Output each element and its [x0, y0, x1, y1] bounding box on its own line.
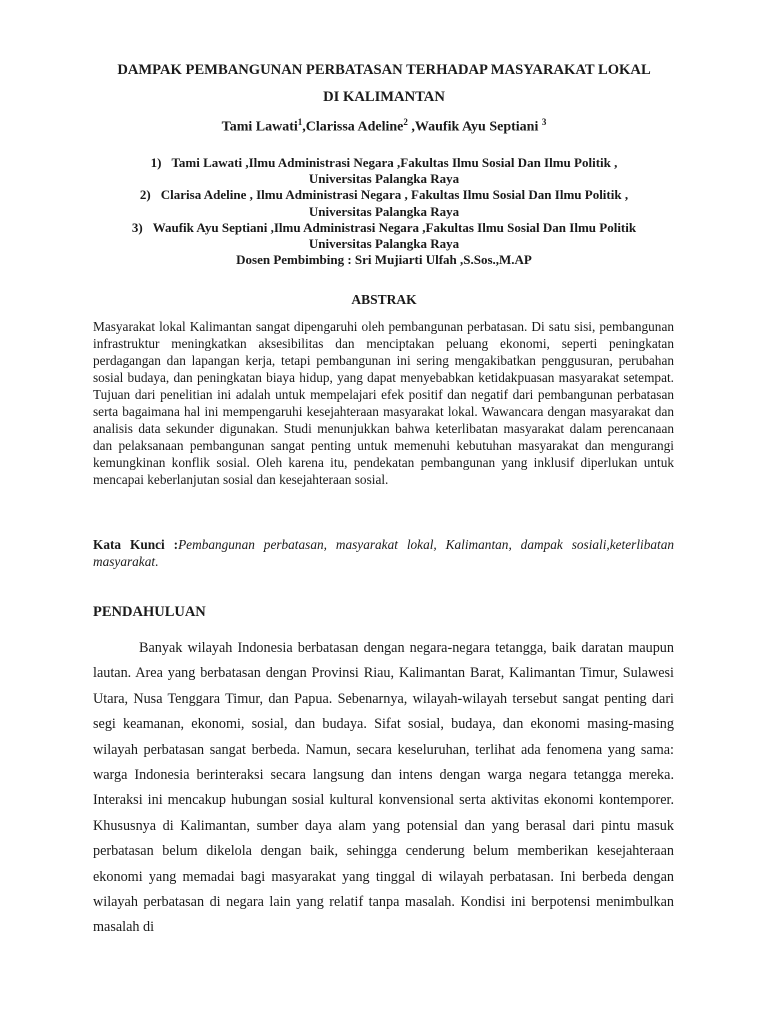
supervisor-text: Dosen Pembimbing : Sri Mujiarti Ulfah ,S.Sos.,M.AP	[236, 252, 532, 268]
author-list	[60, 117, 708, 136]
affiliation-item	[60, 155, 708, 187]
author-name: Tami Lawati	[221, 119, 298, 135]
keywords-label: Kata Kunci :	[93, 537, 179, 552]
paper-title	[60, 57, 708, 111]
affiliation-university: Universitas Palangka Raya	[308, 236, 460, 252]
keywords-end: .	[155, 554, 159, 569]
keywords-text: Pembangunan perbatasan, masyarakat lokal, Kalimantan, dampak sosiali,keterlibatan masyarakat	[93, 537, 674, 569]
author-affiliation-mark: 2	[403, 117, 408, 127]
affiliation-number: 2)	[139, 187, 151, 203]
affiliation-university: Universitas Palangka Raya	[308, 203, 460, 219]
affiliation-number: 3)	[131, 219, 143, 235]
author-name: Clarissa Adeline	[305, 119, 404, 135]
abstract-paragraph: Masyarakat lokal Kalimantan sangat dipengaruhi oleh pembangunan perbatasan. Di satu sisi, pembangunan infrastruktur meningkatkan aksesibilitas dan menciptakan peluang ekonomi, seperti peningkatan perdagangan dan lapangan kerja, tetapi pembangunan ini sering mengakibatkan penggusuran, perubahan sosial budaya, dan peningkatan biaya hidup, yang dapat menyebabkan ketidakpuasan masyarakat setempat. Tujuan dari penelitian ini adalah untuk mempelajari efek positif dan negatif dari pembangunan perbatasan serta bagaimana hal ini mempengaruhi kesejahteraan masyarakat lokal. Wawancara dengan masyarakat dan analisis data sekunder digunakan. Studi menunjukkan bahwa keterlibatan masyarakat dalam perencanaan dan pelaksanaan pembangunan sangat penting untuk memenuhi kebutuhan masyarakat dan mengurangi kemungkinan konflik sosial. Oleh karena itu, pendekatan pembangunan yang inklusif diperlukan untuk mencapai keberlanjutan sosial dan kesejahteraan sosial.	[93, 319, 674, 487]
author-affiliation-mark: 1	[297, 117, 303, 127]
author-separator: ,	[407, 119, 415, 135]
paper-title-line-1: DAMPAK PEMBANGUNAN PERBATASAN TERHADAP MASYARAKAT LOKAL	[117, 62, 651, 78]
affiliation-number: 1)	[150, 155, 162, 170]
abstract-heading: ABSTRAK	[351, 292, 417, 307]
author-name: Waufik Ayu Septiani	[414, 119, 539, 135]
author-affiliation-mark: 3	[541, 117, 547, 127]
affiliation-item	[60, 187, 708, 219]
paper-title-line-2: DI KALIMANTAN	[323, 89, 445, 105]
keywords-line	[93, 536, 674, 570]
affiliation-text: Waufik Ayu Septiani ,Ilmu Administrasi Negara ,Fakultas Ilmu Sosial Dan Ilmu Politik	[152, 219, 637, 235]
affiliation-item	[60, 220, 708, 252]
introduction-paragraph: Banyak wilayah Indonesia berbatasan dengan negara-negara tetangga, baik daratan maupun lautan. Area yang berbatasan dengan Provinsi Riau, Kalimantan Barat, Kalimantan Timur, Sulawesi Utara, Nusa Tenggara Timur, dan Papua. Sebenarnya, wilayah-wilayah tersebut sangat penting dari segi keamanan, ekonomi, sosial, dan budaya. Sifat sosial, budaya, dan ekonomi masing-masing wilayah perbatasan sangat berbeda. Namun, secara keseluruhan, terlihat ada fenomena yang sama: warga Indonesia berinteraksi secara langsung dan intens dengan warga negara tetangga mereka. Interaksi ini mencakup hubungan sosial kultural konvensional serta aktivitas ekonomi kontemporer. Khususnya di Kalimantan, sumber daya alam yang potensial dan yang berasal dari pintu masuk perbatasan belum dikelola dengan baik, sehingga cenderung belum memberikan kesejahteraan ekonomi yang memadai bagi masyarakat yang tinggal di wilayah perbatasan. Ini berbeda dengan wilayah perbatasan di negara lain yang relatif tanpa masalah. Kondisi ini berpotensi menimbulkan masalah di	[93, 640, 674, 936]
affiliation-text: Clarisa Adeline , Ilmu Administrasi Negara , Fakultas Ilmu Sosial Dan Ilmu Politik ,	[160, 187, 629, 203]
author-separator: ,	[302, 119, 306, 135]
introduction-heading: PENDAHULUAN	[93, 604, 206, 620]
supervisor-line	[60, 252, 708, 268]
affiliation-university: Universitas Palangka Raya	[308, 171, 460, 187]
affiliation-text: Tami Lawati ,Ilmu Administrasi Negara ,Fakultas Ilmu Sosial Dan Ilmu Politik ,	[171, 155, 618, 170]
affiliation-list	[60, 155, 708, 268]
